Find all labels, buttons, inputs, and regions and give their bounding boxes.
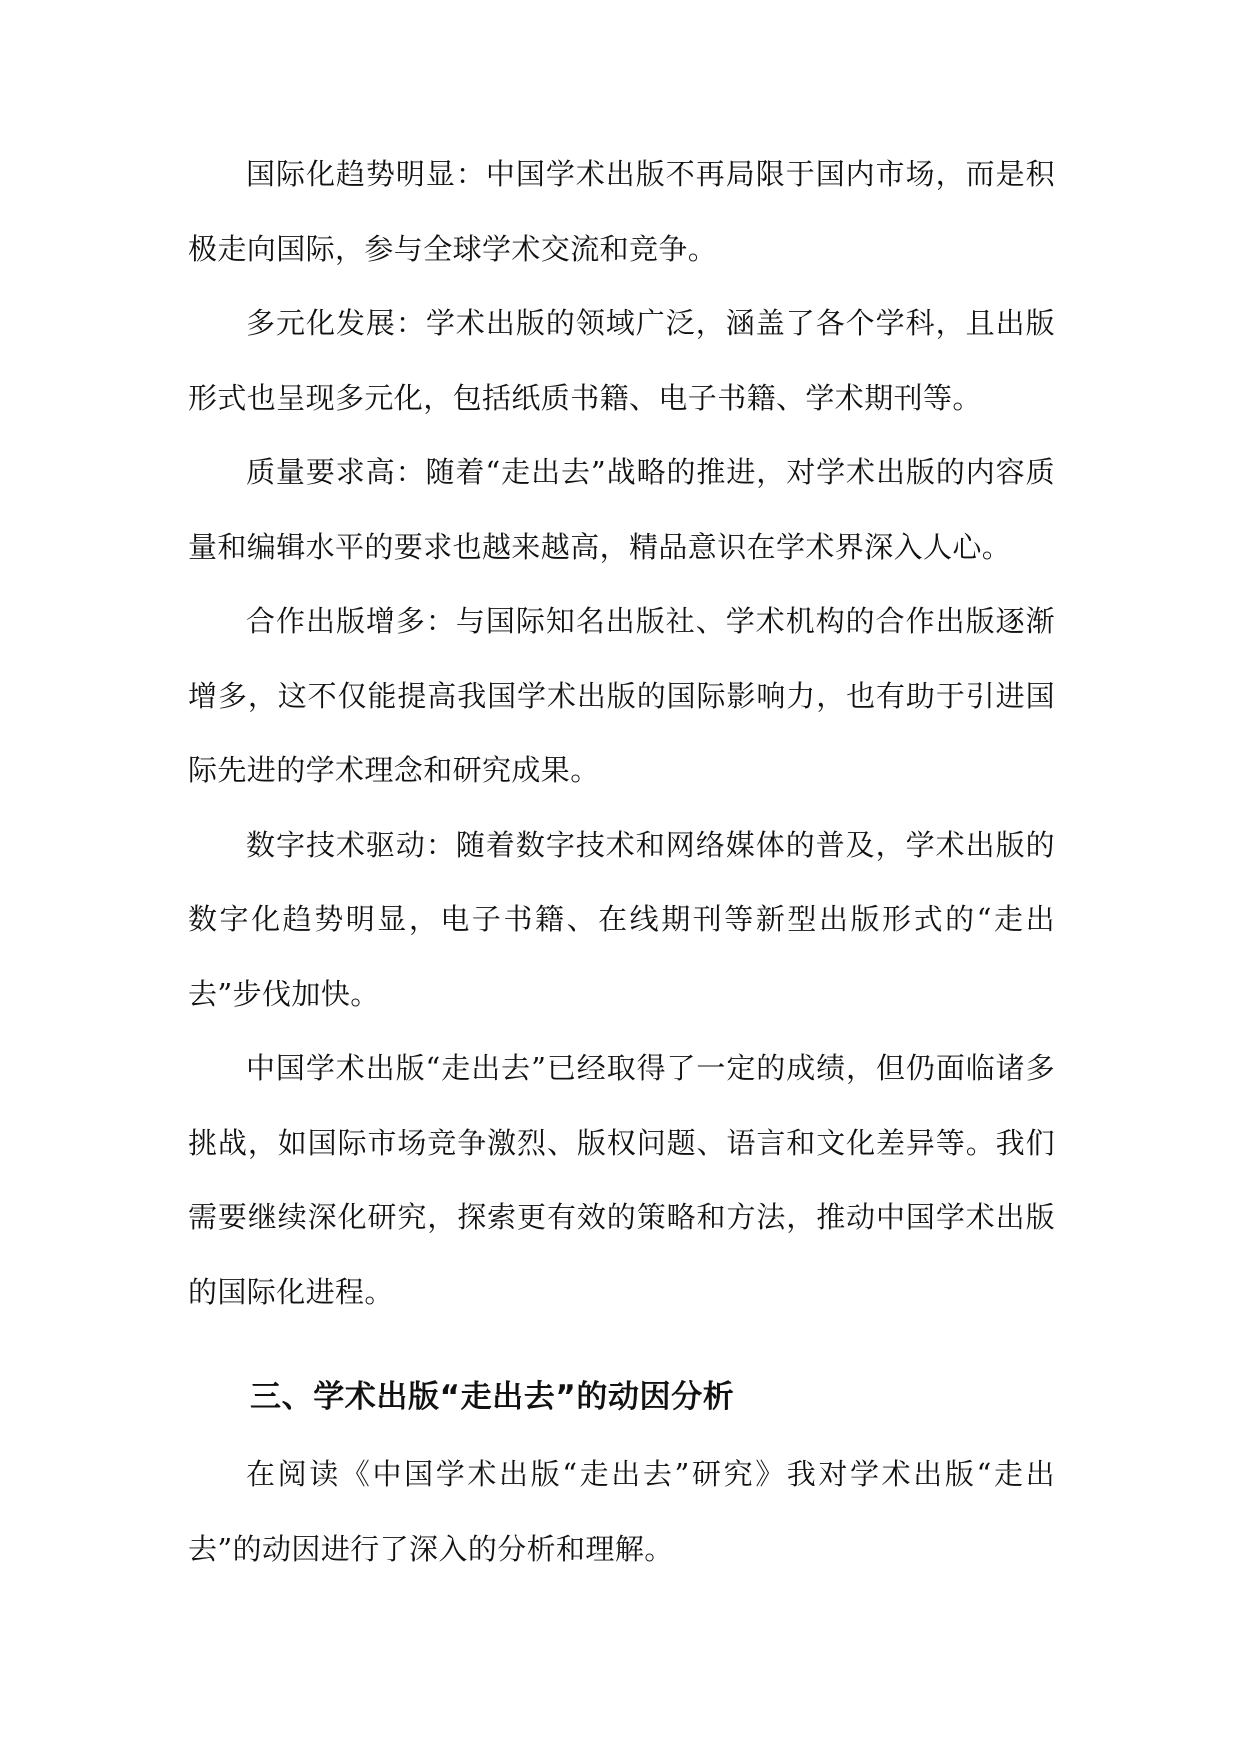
paragraph-internationalization-trend: 国际化趋势明显：中国学术出版不再局限于国内市场，而是积极走向国际，参与全球学术交流和竞争。: [188, 157, 1055, 266]
paragraph-digital-technology: 数字技术驱动：随着数字技术和网络媒体的普及，学术出版的数字化趋势明显，电子书籍、在线期刊等新型出版形式的“走出去”步伐加快。: [188, 827, 1055, 1011]
paragraph-quality-requirements: 质量要求高：随着“走出去”战略的推进，对学术出版的内容质量和编辑水平的要求也越来越高，精品意识在学术界深入人心。: [188, 455, 1055, 564]
paragraph-motivation-analysis: 在阅读《中国学术出版“走出去”研究》我对学术出版“走出去”的动因进行了深入的分析和理解。: [188, 1457, 1055, 1566]
document-body: [188, 137, 1055, 1586]
section-heading: 三、学术出版“走出去”的动因分析: [250, 1379, 735, 1415]
paragraph-cooperative-publishing: 合作出版增多：与国际知名出版社、学术机构的合作出版逐渐增多，这不仅能提高我国学术出版的国际影响力，也有助于引进国际先进的学术理念和研究成果。: [188, 604, 1055, 787]
paragraph-achievements-and-challenges: 中国学术出版“走出去”已经取得了一定的成绩，但仍面临诸多挑战，如国际市场竞争激烈、版权问题、语言和文化差异等。我们需要继续深化研究，探索更有效的策略和方法，推动中国学术出版的国际化进程。: [188, 1051, 1055, 1309]
paragraph-diversified-development: 多元化发展：学术出版的领域广泛，涵盖了各个学科，且出版形式也呈现多元化，包括纸质书籍、电子书籍、学术期刊等。: [188, 306, 1055, 415]
